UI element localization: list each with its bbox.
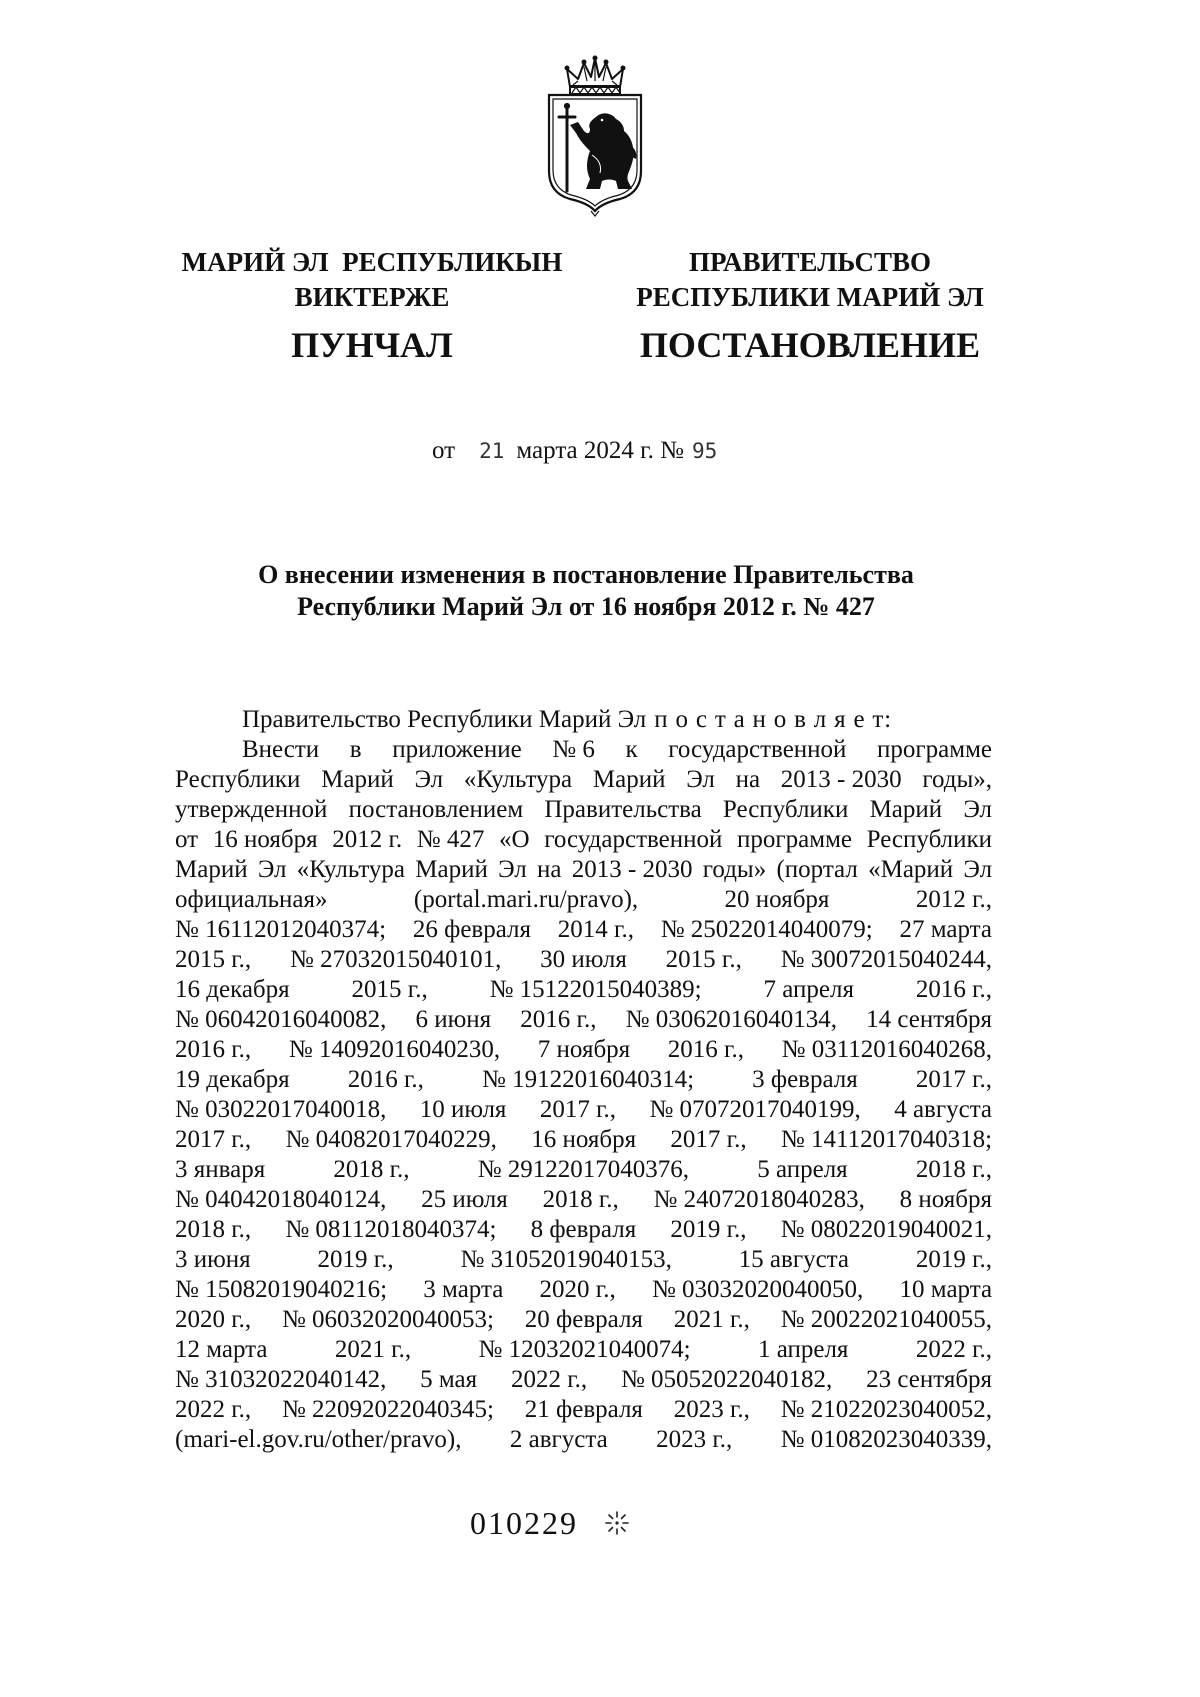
bound-phrase: 2019 г., — [915, 1246, 992, 1273]
bound-phrase: № 25022014040079; — [660, 916, 873, 943]
bound-phrase: 14 сентября — [866, 1006, 993, 1033]
date-prefix: от — [432, 437, 456, 464]
bound-phrase: 7 ноября — [537, 1036, 631, 1063]
bound-phrase: 2012 г. — [332, 826, 403, 853]
bound-phrase: № 03062016040134, — [625, 1006, 837, 1033]
bound-phrase: № 16112012040374; — [175, 916, 387, 943]
bound-phrase: 2016 г., — [667, 1036, 744, 1063]
bound-phrase: 6 июня — [415, 1006, 492, 1033]
body-line — [175, 1005, 992, 1035]
bound-phrase: 2015 г., — [665, 946, 742, 973]
title-line: Республики Марий Эл от 16 ноября 2012 г. № 427 — [297, 592, 875, 621]
bound-phrase: 2016 г., — [347, 1066, 424, 1093]
bound-phrase: 12 марта — [175, 1336, 268, 1363]
bound-phrase: № 31032022040142, — [175, 1366, 387, 1393]
bound-phrase: 3 февраля — [752, 1066, 858, 1093]
header-right-line1: ПРАВИТЕЛЬСТВО — [688, 247, 932, 277]
header-russian — [600, 245, 1020, 367]
sword-icon — [559, 103, 575, 191]
bound-phrase: 10 марта — [899, 1276, 993, 1303]
bound-phrase: 2018 г., — [175, 1216, 252, 1243]
bound-phrase: № 07072017040199, — [649, 1096, 861, 1123]
bound-phrase: № 30072015040244, — [780, 946, 993, 973]
bound-phrase: № 05052022040182, — [620, 1366, 833, 1393]
title-line: О внесении изменения в постановление Правительства — [258, 560, 914, 589]
body-line — [175, 1125, 992, 1155]
body-line — [175, 1335, 992, 1365]
bound-phrase: 2018 г., — [542, 1186, 619, 1213]
bound-phrase: 1 апреля — [757, 1336, 849, 1363]
bound-phrase: 7 апреля — [763, 976, 854, 1003]
bound-phrase: № 08022019040021, — [780, 1216, 992, 1243]
bound-phrase: № 19122016040314; — [482, 1066, 695, 1093]
bound-phrase: № 427 — [416, 826, 485, 853]
header-mari — [162, 245, 582, 367]
bound-phrase: 20 февраля — [524, 1306, 643, 1333]
bound-phrase: 2020 г., — [175, 1306, 252, 1333]
header-left-line1: МАРИЙ ЭЛ РЕСПУБЛИКЫН — [181, 247, 563, 277]
bound-phrase: 3 июня — [175, 1246, 251, 1273]
bound-phrase: № 29122017040376, — [477, 1156, 690, 1183]
bound-phrase: № 21022023040052, — [780, 1396, 992, 1423]
bound-phrase: 2015 г., — [175, 946, 252, 973]
body-line — [175, 1245, 992, 1275]
document-body — [175, 705, 992, 1455]
bound-phrase: № 31052019040153, — [460, 1246, 672, 1273]
body-line — [175, 975, 992, 1005]
bound-phrase: 8 ноября — [899, 1186, 993, 1213]
bound-phrase: 2013 - 2030 — [571, 856, 693, 883]
body-line: Республики Марий Эл «Культура Марий Эл на 2013 - 2030 годы», — [175, 766, 992, 793]
bound-phrase: № 03022017040018, — [175, 1096, 387, 1123]
bound-phrase: № 24072018040283, — [653, 1186, 865, 1213]
bound-phrase: 2021 г., — [673, 1306, 750, 1333]
bound-phrase: 19 декабря — [175, 1066, 290, 1093]
body-line — [175, 1395, 992, 1425]
security-mark-icon — [603, 1509, 631, 1537]
header-left-line2: ВИКТЕРЖЕ — [294, 282, 450, 312]
date-day: 21 — [479, 439, 505, 463]
bound-phrase: 5 мая — [420, 1366, 478, 1393]
bound-phrase: № 08112018040374; — [285, 1216, 497, 1243]
bound-phrase: № 14112017040318; — [780, 1126, 993, 1153]
bound-phrase: 2020 г., — [539, 1276, 616, 1303]
bound-phrase: 2023 г., — [673, 1396, 750, 1423]
bound-phrase: 2017 г., — [539, 1096, 617, 1123]
bound-phrase: № 27032015040101, — [290, 946, 502, 973]
bound-phrase: 8 февраля — [530, 1216, 637, 1243]
bound-phrase: № 20022021040055, — [780, 1306, 992, 1333]
date-line — [432, 436, 717, 466]
body-line — [175, 1095, 992, 1125]
bound-phrase: 26 февраля — [412, 916, 532, 943]
preamble — [175, 705, 992, 735]
document-title — [186, 559, 986, 623]
body-line — [175, 1215, 992, 1245]
bound-phrase: № 6 — [552, 736, 595, 763]
bound-phrase: № 06042016040082, — [175, 1006, 387, 1033]
bound-phrase: 2014 г., — [557, 916, 634, 943]
body-line: (mari-el.gov.ru/other/pravo), 2 августа 2023 г., № 01082023040339, — [175, 1426, 993, 1453]
body-line — [175, 1365, 992, 1395]
bound-phrase: 16 ноября — [212, 826, 318, 853]
serial-number: 010229 — [470, 1505, 578, 1541]
bound-phrase: № 15122015040389; — [489, 976, 702, 1003]
bound-phrase: № 04082017040229, — [285, 1126, 497, 1153]
bound-phrase: 10 июля — [419, 1096, 507, 1123]
bound-phrase: № 03032020040050, — [651, 1276, 864, 1303]
bound-phrase: 15 августа — [738, 1246, 849, 1273]
bound-phrase: 2016 г., — [175, 1036, 252, 1063]
bound-phrase: 2019 г., — [670, 1216, 747, 1243]
crown-icon — [565, 56, 625, 94]
bound-phrase: 2017 г., — [915, 1066, 993, 1093]
body-line — [175, 1155, 992, 1185]
bound-phrase: 3 марта — [423, 1276, 504, 1303]
bound-phrase: 16 декабря — [175, 976, 290, 1003]
bound-phrase: 2015 г., — [351, 976, 428, 1003]
body-line — [175, 1065, 992, 1095]
header-left-title: ПУНЧАЛ — [291, 325, 453, 365]
bound-phrase: № 06032020040053; — [281, 1306, 495, 1333]
bound-phrase: 2016 г., — [520, 1006, 597, 1033]
bound-phrase: 30 июля — [540, 946, 627, 973]
bound-phrase: 25 июля — [421, 1186, 508, 1213]
bound-phrase: 2018 г., — [915, 1156, 993, 1183]
bound-phrase: 20 ноября — [724, 886, 830, 913]
bound-phrase: № 03112016040268, — [781, 1036, 993, 1063]
coat-of-arms-icon — [540, 55, 650, 217]
body-line — [175, 915, 992, 945]
bound-phrase: 2019 г., — [317, 1246, 394, 1273]
bound-phrase: 2 августа — [509, 1426, 608, 1453]
bound-phrase: № 12032021040074; — [478, 1336, 691, 1363]
bound-phrase: № 22092022040345; — [281, 1396, 495, 1423]
bound-phrase: № 01082023040339, — [780, 1426, 993, 1453]
bound-phrase: 2022 г., — [915, 1336, 993, 1363]
body-line: от 16 ноября 2012 г. № 427 «О государственной программе Республики — [175, 826, 993, 853]
preamble-subject: Правительство Республики Марий Эл — [242, 706, 647, 733]
bound-phrase: № 15082019040216; — [175, 1276, 388, 1303]
document-number: 95 — [691, 439, 718, 463]
body-line: официальная» (portal.mari.ru/pravo), 20 ноября 2012 г., — [175, 886, 993, 913]
bound-phrase: 2023 г., — [656, 1426, 733, 1453]
bound-phrase: № 04042018040124, — [175, 1186, 387, 1213]
bound-phrase: 23 сентября — [866, 1366, 993, 1393]
bound-phrase: 27 марта — [899, 916, 993, 943]
date-month-year: марта 2024 г. № — [516, 437, 684, 464]
bound-phrase: 2013 - 2030 — [780, 766, 902, 793]
body-line — [175, 1185, 992, 1215]
body-line: Марий Эл «Культура Марий Эл на 2013 - 2030 годы» (портал «Марий Эл — [175, 856, 993, 883]
bound-phrase: 21 февраля — [524, 1396, 643, 1423]
bound-phrase: 2018 г., — [333, 1156, 410, 1183]
bound-phrase: 2017 г., — [670, 1126, 747, 1153]
bound-phrase: 2022 г., — [175, 1396, 252, 1423]
bound-phrase: 2017 г., — [175, 1126, 252, 1153]
header-right-line2: РЕСПУБЛИКИ МАРИЙ ЭЛ — [636, 282, 984, 312]
bound-phrase: 16 ноября — [531, 1126, 637, 1153]
body-line — [175, 1305, 992, 1335]
bound-phrase: № 14092016040230, — [288, 1036, 501, 1063]
header-right-title: ПОСТАНОВЛЕНИЕ — [639, 325, 981, 365]
bound-phrase: 5 апреля — [757, 1156, 848, 1183]
body-line: Внести в приложение № 6 к государственной программе — [242, 736, 992, 763]
bound-phrase: 2022 г., — [510, 1366, 588, 1393]
body-line — [175, 945, 992, 975]
bound-phrase: 2021 г., — [334, 1336, 412, 1363]
body-line — [175, 1035, 992, 1065]
bear-icon — [570, 113, 636, 189]
bound-phrase: 3 января — [175, 1156, 266, 1183]
bound-phrase: 4 августа — [894, 1096, 993, 1123]
bound-phrase: 2016 г., — [915, 976, 992, 1003]
body-line: утвержденной постановлением Правительства Республики Марий Эл — [175, 796, 993, 823]
bound-phrase: 2012 г., — [915, 886, 993, 913]
preamble-verb: п о с т а н о в л я е т: — [654, 706, 892, 733]
body-line — [175, 1275, 992, 1305]
